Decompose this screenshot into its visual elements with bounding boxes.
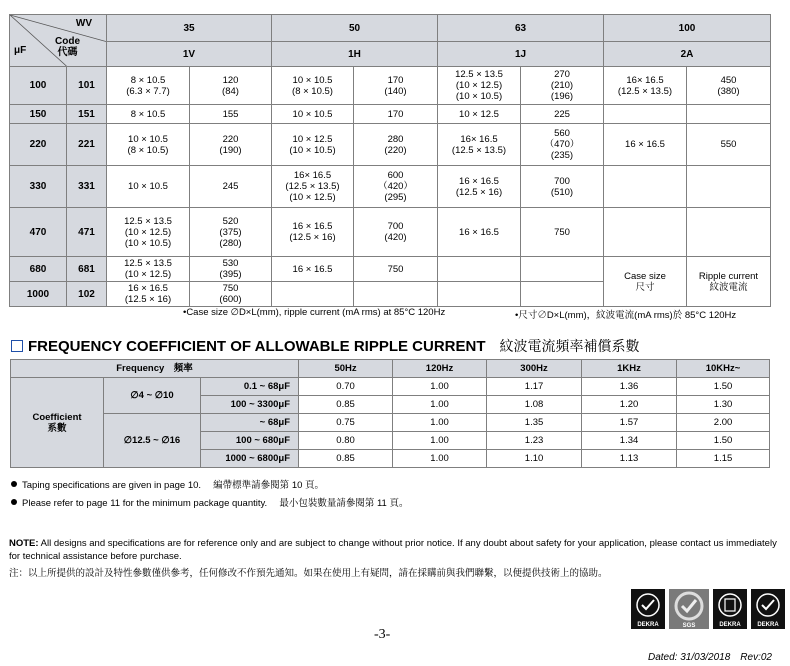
freq-column-header: 10KHz~ [677, 360, 770, 378]
dekra-cert-icon [751, 589, 785, 629]
freq-column-header: 120Hz [393, 360, 487, 378]
capacitance-cell: 470 [10, 208, 67, 257]
coefficient-value-cell: 1.00 [393, 450, 487, 468]
coefficient-value-cell: 1.00 [393, 414, 487, 432]
coefficient-value-cell: 1.00 [393, 378, 487, 396]
coefficient-value-cell: 0.85 [299, 450, 393, 468]
ripple-current-cell: 700 (420) [354, 208, 438, 257]
ripple-current-cell: 530 (395) [190, 257, 272, 282]
ripple-current-cell: 520 (375) (280) [190, 208, 272, 257]
capacitor-spec-table [9, 14, 771, 307]
coefficient-value-cell: 1.15 [677, 450, 770, 468]
case-size-cell [438, 257, 521, 282]
frequency-table-body [11, 378, 770, 468]
table-row [10, 124, 771, 166]
ripple-current-cell: 120 (84) [190, 67, 272, 105]
revision-date: Dated: 31/03/2018 Rev:02 [648, 652, 772, 663]
diameter-range-cell: ∅4 ~ ∅10 [104, 378, 201, 414]
svg-text:SGS: SGS [682, 623, 696, 629]
case-size-cell: 10 × 10.5 (8 × 10.5) [272, 67, 354, 105]
case-size-cell: 12.5 × 13.5 (10 × 12.5) (10 × 10.5) [438, 67, 521, 105]
case-size-cell: 16 × 16.5 (12.5 × 16) [272, 208, 354, 257]
section-title: FREQUENCY COEFFICIENT OF ALLOWABLE RIPPLE CURRENT 紋波電流頻率補償系數 [11, 336, 640, 356]
table-note-zh: •尺寸∅D×L(mm)，紋波電流(mA rms)於 85°C 120Hz [515, 310, 737, 321]
table-row [11, 414, 770, 432]
coefficient-value-cell: 1.00 [393, 396, 487, 414]
coefficient-value-cell: 1.50 [677, 378, 770, 396]
coefficient-value-cell: 1.50 [677, 432, 770, 450]
coefficient-value-cell: 0.75 [299, 414, 393, 432]
capacitance-range-cell: 100 ~ 3300μF [201, 396, 299, 414]
voltage-header: 63 [438, 15, 604, 42]
freq-column-header: 50Hz [299, 360, 393, 378]
capacitance-range-cell: 0.1 ~ 68μF [201, 378, 299, 396]
capacitance-cell: 100 [10, 67, 67, 105]
ripple-current-cell: 220 (190) [190, 124, 272, 166]
capacitance-range-cell: 100 ~ 680μF [201, 432, 299, 450]
coefficient-value-cell: 1.35 [487, 414, 582, 432]
table-row [10, 67, 771, 105]
code-cell: 221 [67, 124, 107, 166]
ripple-current-cell [687, 208, 771, 257]
dekra-cert-icon [631, 589, 665, 629]
case-size-cell: 16 × 16.5 [272, 257, 354, 282]
voltage-header: 35 [107, 15, 272, 42]
case-size-cell: 16× 16.5 (12.5 × 13.5) (10 × 12.5) [272, 166, 354, 208]
table-row [10, 208, 771, 257]
case-size-cell: 10 × 10.5 (8 × 10.5) [107, 124, 190, 166]
case-size-cell: 16 × 16.5 [604, 124, 687, 166]
table-row [10, 105, 771, 124]
dekra-cert-icon [713, 589, 747, 629]
table-corner-header [10, 15, 107, 67]
svg-text:DEKRA: DEKRA [637, 622, 659, 628]
frequency-coefficient-table [10, 359, 770, 468]
page-number: -3- [374, 627, 391, 642]
code-cell: 102 [67, 282, 107, 307]
coefficient-value-cell: 1.13 [582, 450, 677, 468]
case-size-cell: 16 × 16.5 (12.5 × 16) [107, 282, 190, 307]
code-cell: 681 [67, 257, 107, 282]
case-size-cell: 10 × 10.5 [107, 166, 190, 208]
capacitance-cell: 220 [10, 124, 67, 166]
legend-case-size: Case size 尺寸 [604, 257, 687, 307]
case-size-cell: 16× 16.5 (12.5 × 13.5) [438, 124, 521, 166]
ripple-current-cell: 245 [190, 166, 272, 208]
disclaimer-note: NOTE: All designs and specifications are for reference only and are subject to change without prior notice. If any doubt about safety for your application, please contact us immediately for technical assistance before purchase. [9, 538, 777, 562]
ripple-current-cell: 270 (210) (196) [521, 67, 604, 105]
wv-label: WV [75, 18, 92, 29]
case-size-cell: 10 × 12.5 (10 × 10.5) [272, 124, 354, 166]
capacitance-range-cell: 1000 ~ 6800μF [201, 450, 299, 468]
ripple-current-cell: 750 (600) [190, 282, 272, 307]
coefficient-value-cell: 1.30 [677, 396, 770, 414]
coefficient-label: Coefficient 系數 [11, 378, 104, 468]
sgs-cert-icon [669, 589, 709, 629]
capacitance-cell: 330 [10, 166, 67, 208]
capacitance-cell: 150 [10, 105, 67, 124]
code-cell: 331 [67, 166, 107, 208]
voltage-header: 100 [604, 15, 771, 42]
coefficient-value-cell: 1.08 [487, 396, 582, 414]
ripple-current-cell: 750 [354, 257, 438, 282]
ripple-current-cell: 700 (510) [521, 166, 604, 208]
disclaimer-note-zh: 注：以上所提供的設計及特性參數僅供參考，任何修改不作預先通知。如果在使用上有疑問，請在採購前與我們聯繫，以便提供技術上的協助。 [9, 568, 608, 579]
case-size-cell: 10 × 10.5 [272, 105, 354, 124]
ripple-current-cell [521, 257, 604, 282]
bullet-icon [11, 481, 17, 487]
case-size-cell [272, 282, 354, 307]
ripple-current-cell [521, 282, 604, 307]
frequency-header: Frequency 頻率 [11, 360, 299, 378]
case-size-cell [604, 105, 687, 124]
coefficient-value-cell: 1.00 [393, 432, 487, 450]
coefficient-value-cell: 1.34 [582, 432, 677, 450]
capacitor-table-body [10, 67, 771, 307]
ripple-current-cell: 155 [190, 105, 272, 124]
checkbox-square-icon [11, 340, 23, 352]
freq-column-header: 1KHz [582, 360, 677, 378]
case-size-cell [438, 282, 521, 307]
case-size-cell [604, 208, 687, 257]
coefficient-value-cell: 1.36 [582, 378, 677, 396]
code-label: Code 代碼 [55, 36, 80, 58]
case-size-cell: 16× 16.5 (12.5 × 13.5) [604, 67, 687, 105]
diameter-range-cell: ∅12.5 ~ ∅16 [104, 414, 201, 468]
ripple-current-cell: 280 (220) [354, 124, 438, 166]
coefficient-value-cell: 1.20 [582, 396, 677, 414]
ripple-current-cell: 750 [521, 208, 604, 257]
table-row [11, 378, 770, 396]
coefficient-value-cell: 1.23 [487, 432, 582, 450]
bullet-icon [11, 499, 17, 505]
table-note-en: •Case size ∅D×L(mm), ripple current (mA rms) at 85°C 120Hz [183, 307, 446, 318]
capacitance-range-cell: ~ 68μF [201, 414, 299, 432]
case-size-cell: 12.5 × 13.5 (10 × 12.5) [107, 257, 190, 282]
coefficient-value-cell: 2.00 [677, 414, 770, 432]
coefficient-value-cell: 1.57 [582, 414, 677, 432]
case-size-cell: 8 × 10.5 (6.3 × 7.7) [107, 67, 190, 105]
bullet-package: Please refer to page 11 for the minimum package quantity. 最小包裝數量請參閱第 11 頁。 [11, 495, 408, 509]
code-cell: 101 [67, 67, 107, 105]
voltage-code-header: 1J [438, 42, 604, 67]
code-cell: 471 [67, 208, 107, 257]
legend-ripple-current: Ripple current 紋波電流 [687, 257, 771, 307]
voltage-code-header: 2A [604, 42, 771, 67]
ripple-current-cell: 450 (380) [687, 67, 771, 105]
table-row [10, 166, 771, 208]
ripple-current-cell: 170 [354, 105, 438, 124]
freq-column-header: 300Hz [487, 360, 582, 378]
capacitance-cell: 1000 [10, 282, 67, 307]
case-size-cell: 8 × 10.5 [107, 105, 190, 124]
svg-text:DEKRA: DEKRA [719, 622, 741, 628]
case-size-cell [604, 166, 687, 208]
case-size-cell: 10 × 12.5 [438, 105, 521, 124]
ripple-current-cell: 560 （470） (235) [521, 124, 604, 166]
voltage-header: 50 [272, 15, 438, 42]
ripple-current-cell [354, 282, 438, 307]
voltage-code-header: 1H [272, 42, 438, 67]
ripple-current-cell: 550 [687, 124, 771, 166]
table-row [10, 257, 771, 282]
ripple-current-cell [687, 166, 771, 208]
case-size-cell: 16 × 16.5 [438, 208, 521, 257]
bullet-taping: Taping specifications are given in page 10. 編帶標準請參閱第 10 頁。 [11, 477, 324, 491]
coefficient-value-cell: 0.70 [299, 378, 393, 396]
ripple-current-cell: 600 （420） (295) [354, 166, 438, 208]
coefficient-value-cell: 1.10 [487, 450, 582, 468]
ripple-current-cell: 225 [521, 105, 604, 124]
svg-text:DEKRA: DEKRA [757, 622, 779, 628]
case-size-cell: 16 × 16.5 (12.5 × 16) [438, 166, 521, 208]
uf-label: μF [14, 45, 27, 56]
coefficient-value-cell: 0.85 [299, 396, 393, 414]
case-size-cell: 12.5 × 13.5 (10 × 12.5) (10 × 10.5) [107, 208, 190, 257]
code-cell: 151 [67, 105, 107, 124]
certification-logos [631, 589, 789, 629]
coefficient-value-cell: 0.80 [299, 432, 393, 450]
coefficient-value-cell: 1.17 [487, 378, 582, 396]
ripple-current-cell [687, 105, 771, 124]
ripple-current-cell: 170 (140) [354, 67, 438, 105]
capacitance-cell: 680 [10, 257, 67, 282]
voltage-code-header: 1V [107, 42, 272, 67]
